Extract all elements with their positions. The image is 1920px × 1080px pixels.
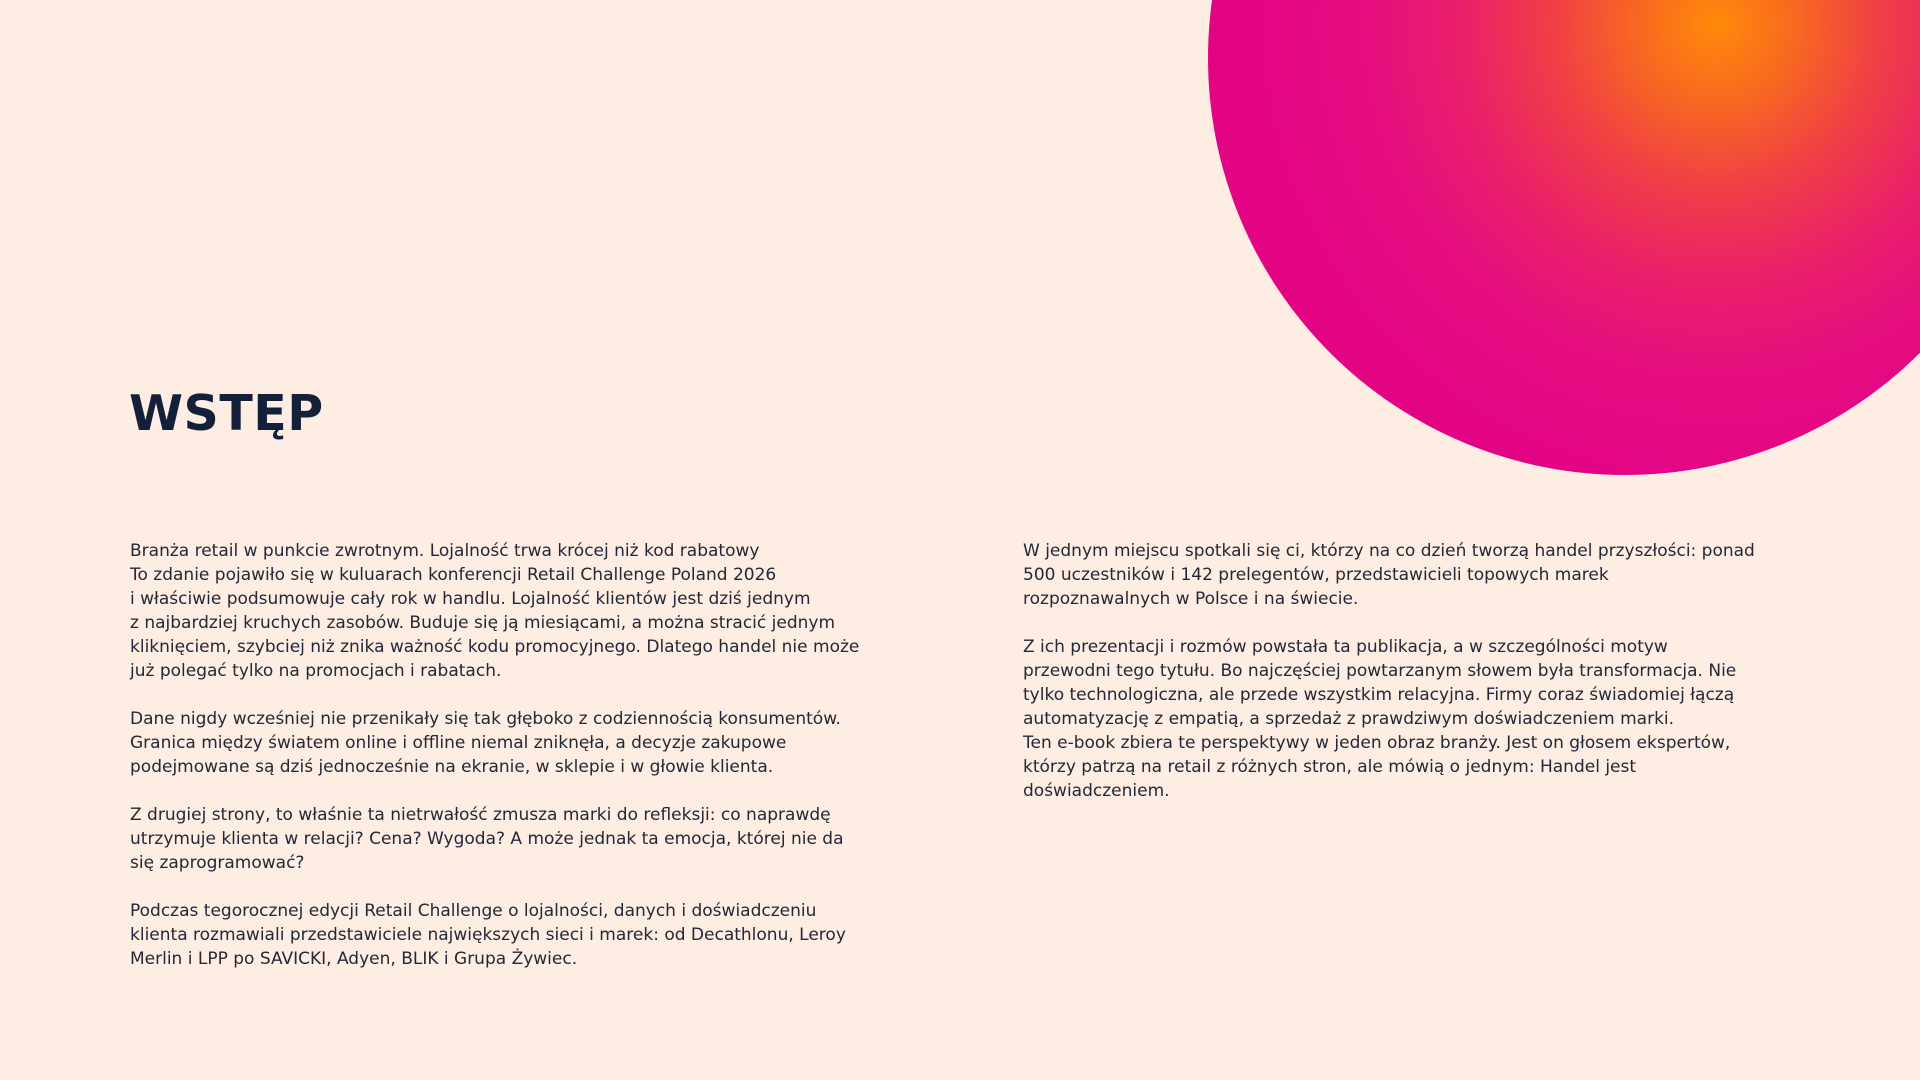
decorative-gradient-circle: [1208, 0, 1920, 475]
intro-paragraph-2: [130, 707, 910, 779]
text-line: już polegać tylko na promocjach i rabatach.: [130, 661, 502, 681]
intro-paragraph-6: [1023, 635, 1903, 803]
text-line: Z drugiej strony, to właśnie ta nietrwałość zmusza marki do refleksji: co naprawdę: [130, 805, 831, 825]
text-line: doświadczeniem.: [1023, 781, 1170, 801]
text-line: 500 uczestników i 142 prelegentów, przedstawicieli topowych marek: [1023, 565, 1609, 585]
text-line: się zaprogramować?: [130, 853, 305, 873]
text-line: To zdanie pojawiło się w kuluarach konferencji Retail Challenge Poland 2026: [130, 565, 777, 585]
text-line: podejmowane są dziś jednocześnie na ekranie, w sklepie i w głowie klienta.: [130, 757, 774, 777]
text-line: Podczas tegorocznej edycji Retail Challenge o lojalności, danych i doświadczeniu: [130, 901, 817, 921]
text-line: Z ich prezentacji i rozmów powstała ta publikacja, a w szczególności motyw: [1023, 637, 1668, 657]
left-text-column: [130, 539, 910, 995]
text-line: utrzymuje klienta w relacji? Cena? Wygoda? A może jednak ta emocja, której nie da: [130, 829, 844, 849]
text-line: Dane nigdy wcześniej nie przenikały się tak głęboko z codziennością konsumentów.: [130, 709, 841, 729]
text-line: W jednym miejscu spotkali się ci, którzy na co dzień tworzą handel przyszłości: ponad: [1023, 541, 1755, 561]
text-line: Branża retail w punkcie zwrotnym. Lojalność trwa krócej niż kod rabatowy: [130, 541, 760, 561]
text-line: Granica między światem online i offline niemal zniknęła, a decyzje zakupowe: [130, 733, 787, 753]
text-line: automatyzację z empatią, a sprzedaż z prawdziwym doświadczeniem marki.: [1023, 709, 1675, 729]
text-line: rozpoznawalnych w Polsce i na świecie.: [1023, 589, 1359, 609]
right-text-column: [1023, 539, 1903, 827]
intro-paragraph-5: [1023, 539, 1903, 611]
text-line: którzy patrzą na retail z różnych stron, ale mówią o jednym: Handel jest: [1023, 757, 1637, 777]
intro-paragraph-4: [130, 899, 910, 971]
text-line: Ten e-book zbiera te perspektywy w jeden obraz branży. Jest on głosem ekspertów,: [1023, 733, 1731, 753]
text-line: Merlin i LPP po SAVICKI, Adyen, BLIK i Grupa Żywiec.: [130, 949, 578, 969]
text-line: z najbardziej kruchych zasobów. Buduje się ją miesiącami, a można stracić jednym: [130, 613, 836, 633]
text-line: przewodni tego tytułu. Bo najczęściej powtarzanym słowem była transformacja. Nie: [1023, 661, 1737, 681]
intro-paragraph-1: [130, 539, 910, 683]
text-line: i właściwie podsumowuje cały rok w handlu. Lojalność klientów jest dziś jednym: [130, 589, 811, 609]
text-line: tylko technologiczna, ale przede wszystkim relacyjna. Firmy coraz świadomiej łączą: [1023, 685, 1735, 705]
intro-paragraph-3: [130, 803, 910, 875]
text-line: kliknięciem, szybciej niż znika ważność kodu promocyjnego. Dlatego handel nie może: [130, 637, 860, 657]
page-title: WSTĘP: [129, 385, 324, 442]
text-line: klienta rozmawiali przedstawiciele największych sieci i marek: od Decathlonu, Leroy: [130, 925, 846, 945]
